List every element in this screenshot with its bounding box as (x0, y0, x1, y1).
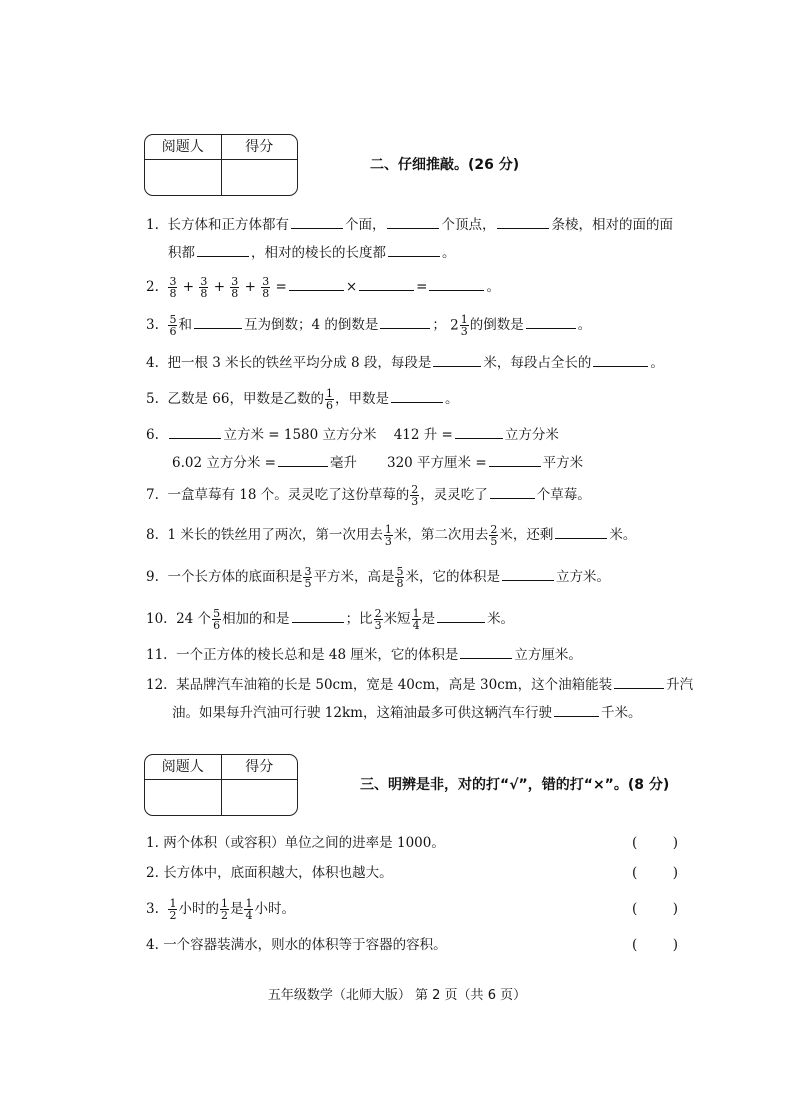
fraction: $\frac{3}{8}$ (231, 275, 239, 300)
answer-blank[interactable] (391, 388, 443, 403)
question-11: 11. 一个正方体的棱长总和是 48 厘米，它的体积是 立方厘米。 (146, 644, 582, 666)
answer-blank[interactable] (169, 424, 221, 439)
fraction: $\frac{1}{4}$ (412, 607, 420, 632)
question-4: 4. 把一根 3 米长的铁丝平均分成 8 段，每段是 米，每段占全长的 。 (146, 352, 664, 374)
fraction: $\frac{1}{4}$ (245, 897, 253, 922)
answer-blank[interactable] (289, 276, 344, 291)
score-label: 得分 (245, 759, 274, 775)
fraction: $\frac{3}{8}$ (262, 275, 270, 300)
question-2: 2. $\frac{3}{8}$ + $\frac{3}{8}$ + $\frac{3}{8}$ + $\frac{3}{8}$ = × = 。 (146, 275, 500, 300)
question-12-line-1: 12. 某品牌汽车油箱的长是 50cm，宽是 40cm，高是 30cm，这个油箱能装 升汽 (146, 674, 693, 696)
answer-blank[interactable] (387, 214, 439, 229)
question-8: 8. 1 米长的铁丝用了两次，第一次用去 $\frac{1}{3}$ 米，第二次用去 $\frac{2}{5}$ 米，还剩 米。 (146, 523, 637, 548)
answer-blank[interactable] (388, 242, 440, 257)
answer-parentheses-1[interactable]: ( ) (632, 835, 678, 851)
question-12-line-2: 油。如果每升汽油可行驶 12km，这箱油最多可供这辆汽车行驶 千米。 (172, 702, 641, 724)
answer-blank[interactable] (292, 608, 344, 623)
section-2-title: 二、仔细推敲。(26 分) (370, 157, 520, 173)
fraction: $\frac{5}{6}$ (213, 607, 221, 632)
score-cell[interactable] (222, 160, 298, 195)
mixed-number: 2 $\frac{1}{3}$ (450, 313, 468, 338)
score-box-section-2 (144, 134, 298, 196)
judgement-2: 2. 长方体中，底面积越大，体积也越大。 (146, 865, 393, 881)
fraction: $\frac{1}{2}$ (220, 897, 228, 922)
answer-parentheses-4[interactable]: ( ) (632, 937, 678, 953)
question-10: 10. 24 个 $\frac{5}{6}$ 相加的和是 ；比 $\frac{2}{3}$ 米短 $\frac{1}{4}$ 是 米。 (146, 607, 515, 632)
question-1-line-1: 1. 长方体和正方体都有 个面， 个顶点， 条棱，相对的面的面 (146, 214, 673, 236)
answer-blank[interactable] (554, 702, 599, 717)
answer-blank[interactable] (490, 484, 535, 499)
answer-blank[interactable] (526, 314, 576, 329)
answer-parentheses-2[interactable]: ( ) (632, 865, 678, 881)
fraction: $\frac{5}{6}$ (169, 313, 177, 338)
judgement-4: 4. 一个容器装满水，则水的体积等于容器的容积。 (146, 937, 447, 953)
section-3-title: 三、明辨是非，对的打“√”，错的打“×”。(8 分) (360, 777, 670, 793)
question-9: 9. 一个长方体的底面积是 $\frac{3}{5}$ 平方米，高是 $\frac{5}{8}$ 米，它的体积是 立方米。 (146, 565, 610, 590)
reviewer-label: 阅题人 (145, 755, 222, 779)
answer-blank[interactable] (437, 608, 485, 623)
score-cell[interactable] (222, 780, 298, 815)
fraction: $\frac{1}{6}$ (325, 387, 333, 412)
fraction: $\frac{2}{3}$ (411, 483, 419, 508)
question-6-line-2: 6.02 立方分米 = 毫升 320 平方厘米 = 平方米 (172, 452, 583, 474)
answer-blank[interactable] (502, 566, 554, 581)
question-7: 7. 一盒草莓有 18 个。灵灵吃了这份草莓的 $\frac{2}{3}$ ，灵灵吃了 个草莓。 (146, 483, 591, 508)
reviewer-cell[interactable] (145, 780, 222, 815)
fraction: $\frac{3}{5}$ (304, 565, 312, 590)
answer-blank[interactable] (489, 452, 541, 467)
fraction: $\frac{3}{8}$ (169, 275, 177, 300)
fraction: $\frac{2}{3}$ (374, 607, 382, 632)
answer-blank[interactable] (593, 352, 648, 367)
answer-blank[interactable] (614, 674, 664, 689)
score-label: 得分 (245, 139, 274, 155)
judgement-1: 1. 两个体积（或容积）单位之间的进率是 1000。 (146, 835, 445, 851)
answer-blank[interactable] (497, 214, 549, 229)
answer-blank[interactable] (194, 314, 242, 329)
judgement-3: 3. $\frac{1}{2}$ 小时的 $\frac{1}{2}$ 是 $\frac{1}{4}$ 小时。 (146, 897, 295, 922)
score-box-section-3 (144, 754, 298, 816)
question-3: 3. $\frac{5}{6}$ 和 互为倒数；4 的倒数是 ； 2 $\frac{1}{3}$ 的倒数是 。 (146, 313, 592, 338)
question-6-line-1: 6. 立方米 = 1580 立方分米 412 升 = 立方分米 (146, 424, 559, 446)
answer-blank[interactable] (380, 314, 430, 329)
answer-blank[interactable] (433, 352, 481, 367)
question-1-line-2: 积都 ，相对的棱长的长度都 。 (168, 242, 456, 264)
answer-blank[interactable] (429, 276, 484, 291)
reviewer-cell[interactable] (145, 160, 222, 195)
answer-blank[interactable] (359, 276, 414, 291)
answer-blank[interactable] (460, 644, 512, 659)
fraction: $\frac{3}{8}$ (200, 275, 208, 300)
answer-blank[interactable] (291, 214, 343, 229)
answer-blank[interactable] (278, 452, 328, 467)
reviewer-label: 阅题人 (145, 135, 222, 159)
answer-parentheses-3[interactable]: ( ) (632, 901, 678, 917)
answer-blank[interactable] (197, 242, 249, 257)
fraction: $\frac{1}{3}$ (384, 523, 392, 548)
fraction: $\frac{2}{5}$ (490, 523, 498, 548)
question-5: 5. 乙数是 66，甲数是乙数的 $\frac{1}{6}$ ，甲数是 。 (146, 387, 459, 412)
answer-blank[interactable] (455, 424, 503, 439)
fraction: $\frac{1}{2}$ (169, 897, 177, 922)
fraction: $\frac{5}{8}$ (396, 565, 404, 590)
answer-blank[interactable] (555, 524, 607, 539)
page-footer: 五年级数学（北师大版） 第 2 页（共 6 页） (267, 988, 527, 1003)
